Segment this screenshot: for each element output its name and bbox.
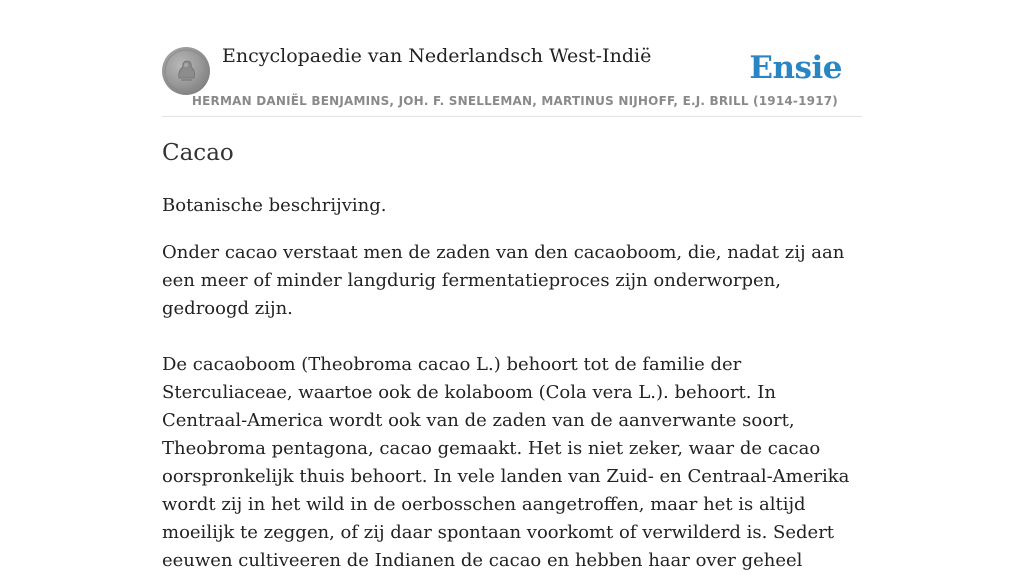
publication-title[interactable]: Encyclopaedie van Nederlandsch West-Indië xyxy=(222,45,652,67)
authors-line: HERMAN DANIËL BENJAMINS, JOH. F. SNELLEMAN, MARTINUS NIJHOFF, E.J. BRILL (1914-1917) xyxy=(191,94,838,108)
article-subtitle: Botanische beschrijving. xyxy=(162,195,387,216)
paragraph: De cacaoboom (Theobroma cacao L.) behoort tot de familie der Sterculiaceae, waartoe ook de kolaboom (Cola vera L.). behoort. In Centraal-America wordt ook van de zaden van de aanverwante soort, Theobroma pentagona, cacao gemaakt. Het is niet zeker, waar de cacao oorspronkelijk thuis behoort. In vele landen van Zuid- en Centraal-Amerika wordt zij in het wild in de oerbosschen aangetroffen, maar het is altijd moeilijk te zeggen, of zij daar spontaan voorkomt of verwilderd is. Sedert eeuwen cultiveeren de Indianen de cacao en hebben haar over geheel xyxy=(162,354,850,571)
coin-seal-icon[interactable] xyxy=(162,47,210,95)
site-header xyxy=(162,40,862,117)
paragraph: Onder cacao verstaat men de zaden van den cacaoboom, die, nadat zij aan een meer of minder langdurig fermentatieproces zijn onderworpen, gedroogd zijn. xyxy=(162,242,845,319)
ensie-logo[interactable]: Ensie xyxy=(749,50,842,86)
article-title: Cacao xyxy=(162,140,234,166)
article-body xyxy=(162,192,862,575)
